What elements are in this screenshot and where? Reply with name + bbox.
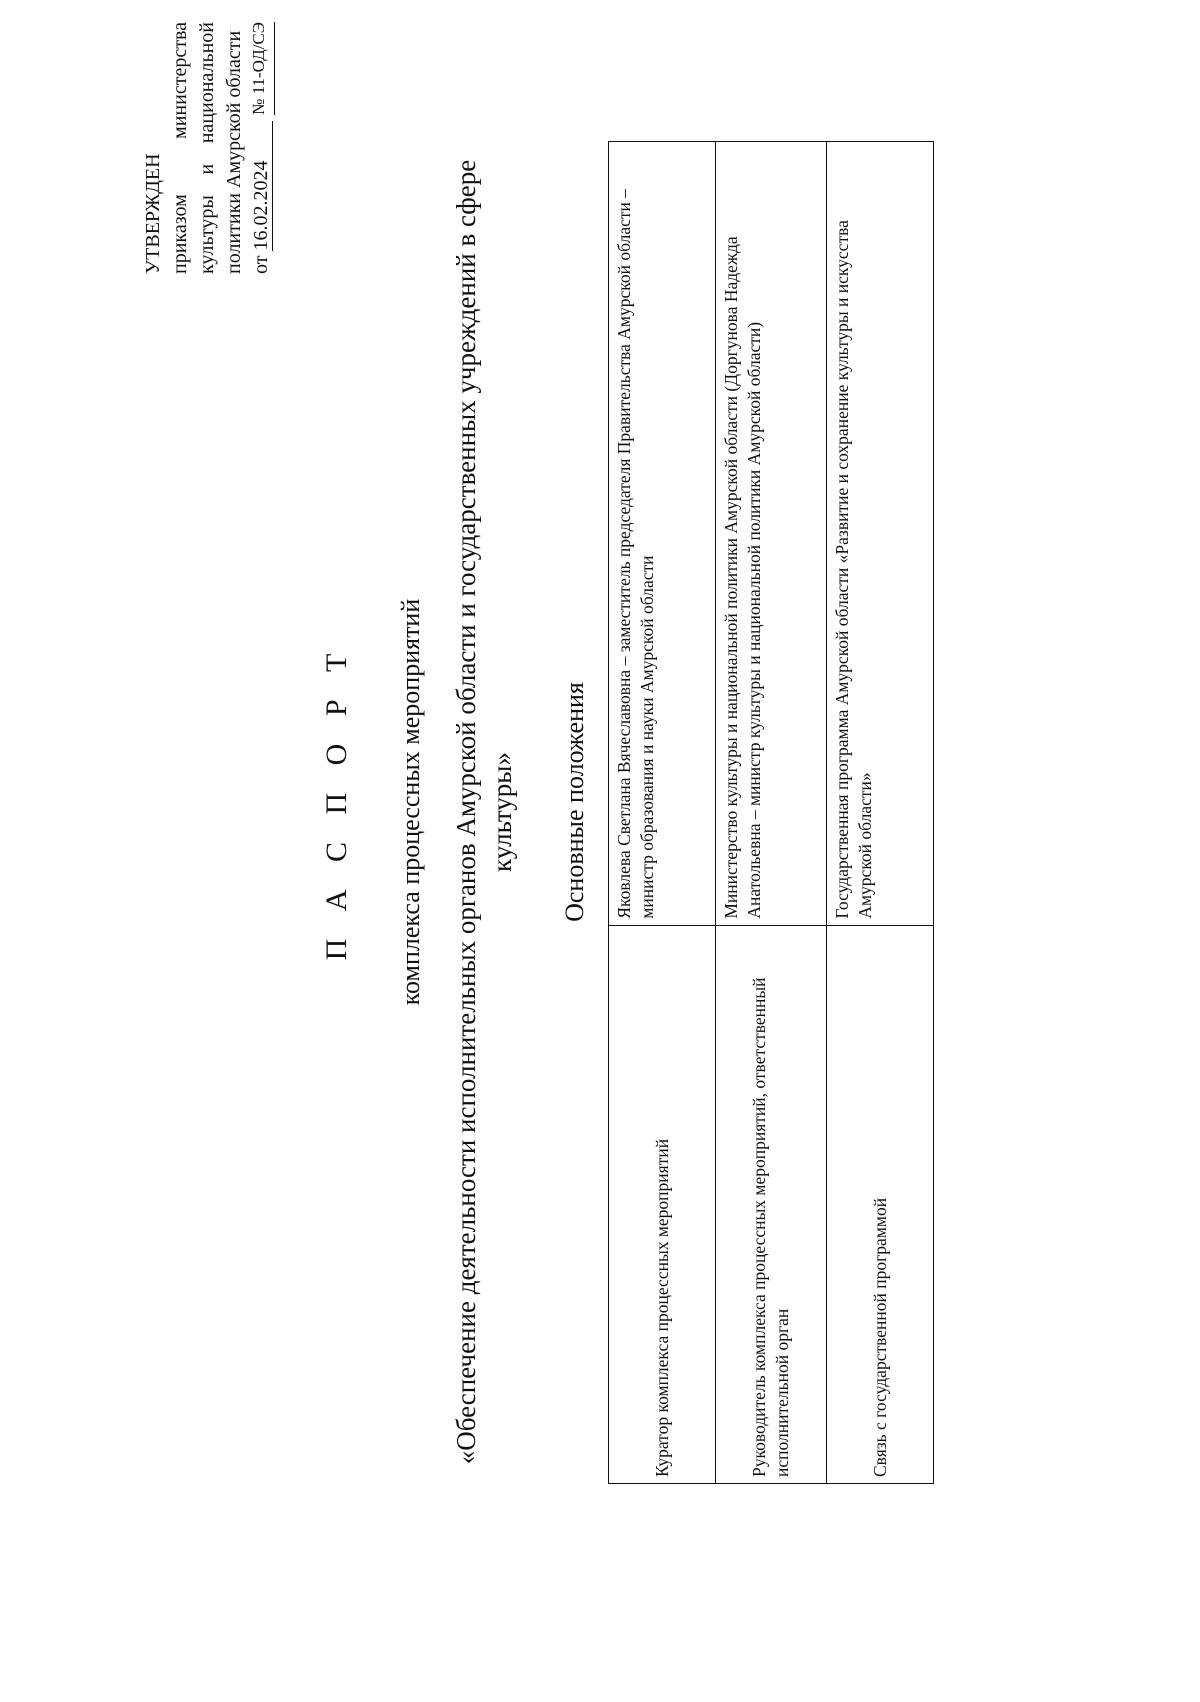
main-provisions-table	[608, 141, 934, 1484]
approval-line-5	[248, 22, 275, 274]
table-cell-label: Куратор комплекса процессных мероприятий	[609, 925, 716, 1483]
complex-name: «Обеспечение деятельности исполнительных органов Амурской области и государственных учреждений в сфере культуры»	[451, 159, 517, 1465]
approval-line-1	[140, 22, 167, 274]
approval-date: 16.02.2024	[250, 121, 273, 251]
section-title: Основные положения	[560, 682, 589, 922]
approval-date-prefix: от	[250, 255, 272, 274]
passport-title: П А С П О Р Т	[320, 643, 353, 961]
table-cell-label: Связь с государственной программой	[827, 925, 934, 1483]
approval-stamp	[140, 22, 275, 274]
approval-national-word: национальной	[196, 22, 218, 144]
complex-subtitle: комплекса процессных мероприятий	[396, 598, 425, 1006]
table-cell-value: Министерство культуры и национальной политики Амурской области (Доргунова Надежда Анатольевна – министр культуры и национальной политики Амурской области)	[716, 142, 827, 926]
approval-number: № 11-ОД/СЭ	[248, 22, 275, 115]
table-row	[716, 142, 827, 1484]
table-cell-label: Руководитель комплекса процессных мероприятий, ответственный исполнительной орган	[716, 925, 827, 1483]
approval-policy-text: политики Амурской области	[223, 30, 245, 274]
table-row	[827, 142, 934, 1484]
approval-culture-word: культуры	[196, 195, 218, 274]
table-cell-value: Яковлева Светлана Вячеславовна – заместитель председателя Правительства Амурской области – министр образования и науки Амурской области	[609, 142, 716, 926]
approval-heading: УТВЕРЖДЕН	[142, 153, 164, 274]
approval-line-4	[221, 22, 248, 274]
approval-line-3	[194, 22, 221, 274]
approval-and-word: и	[196, 163, 218, 175]
table-row	[609, 142, 716, 1484]
approval-order-word: приказом	[169, 194, 191, 274]
approval-line-2	[167, 22, 194, 274]
table-cell-value: Государственная программа Амурской области «Развитие и сохранение культуры и искусства Амурской области»	[827, 142, 934, 926]
approval-ministry-word: министерства	[169, 22, 191, 139]
